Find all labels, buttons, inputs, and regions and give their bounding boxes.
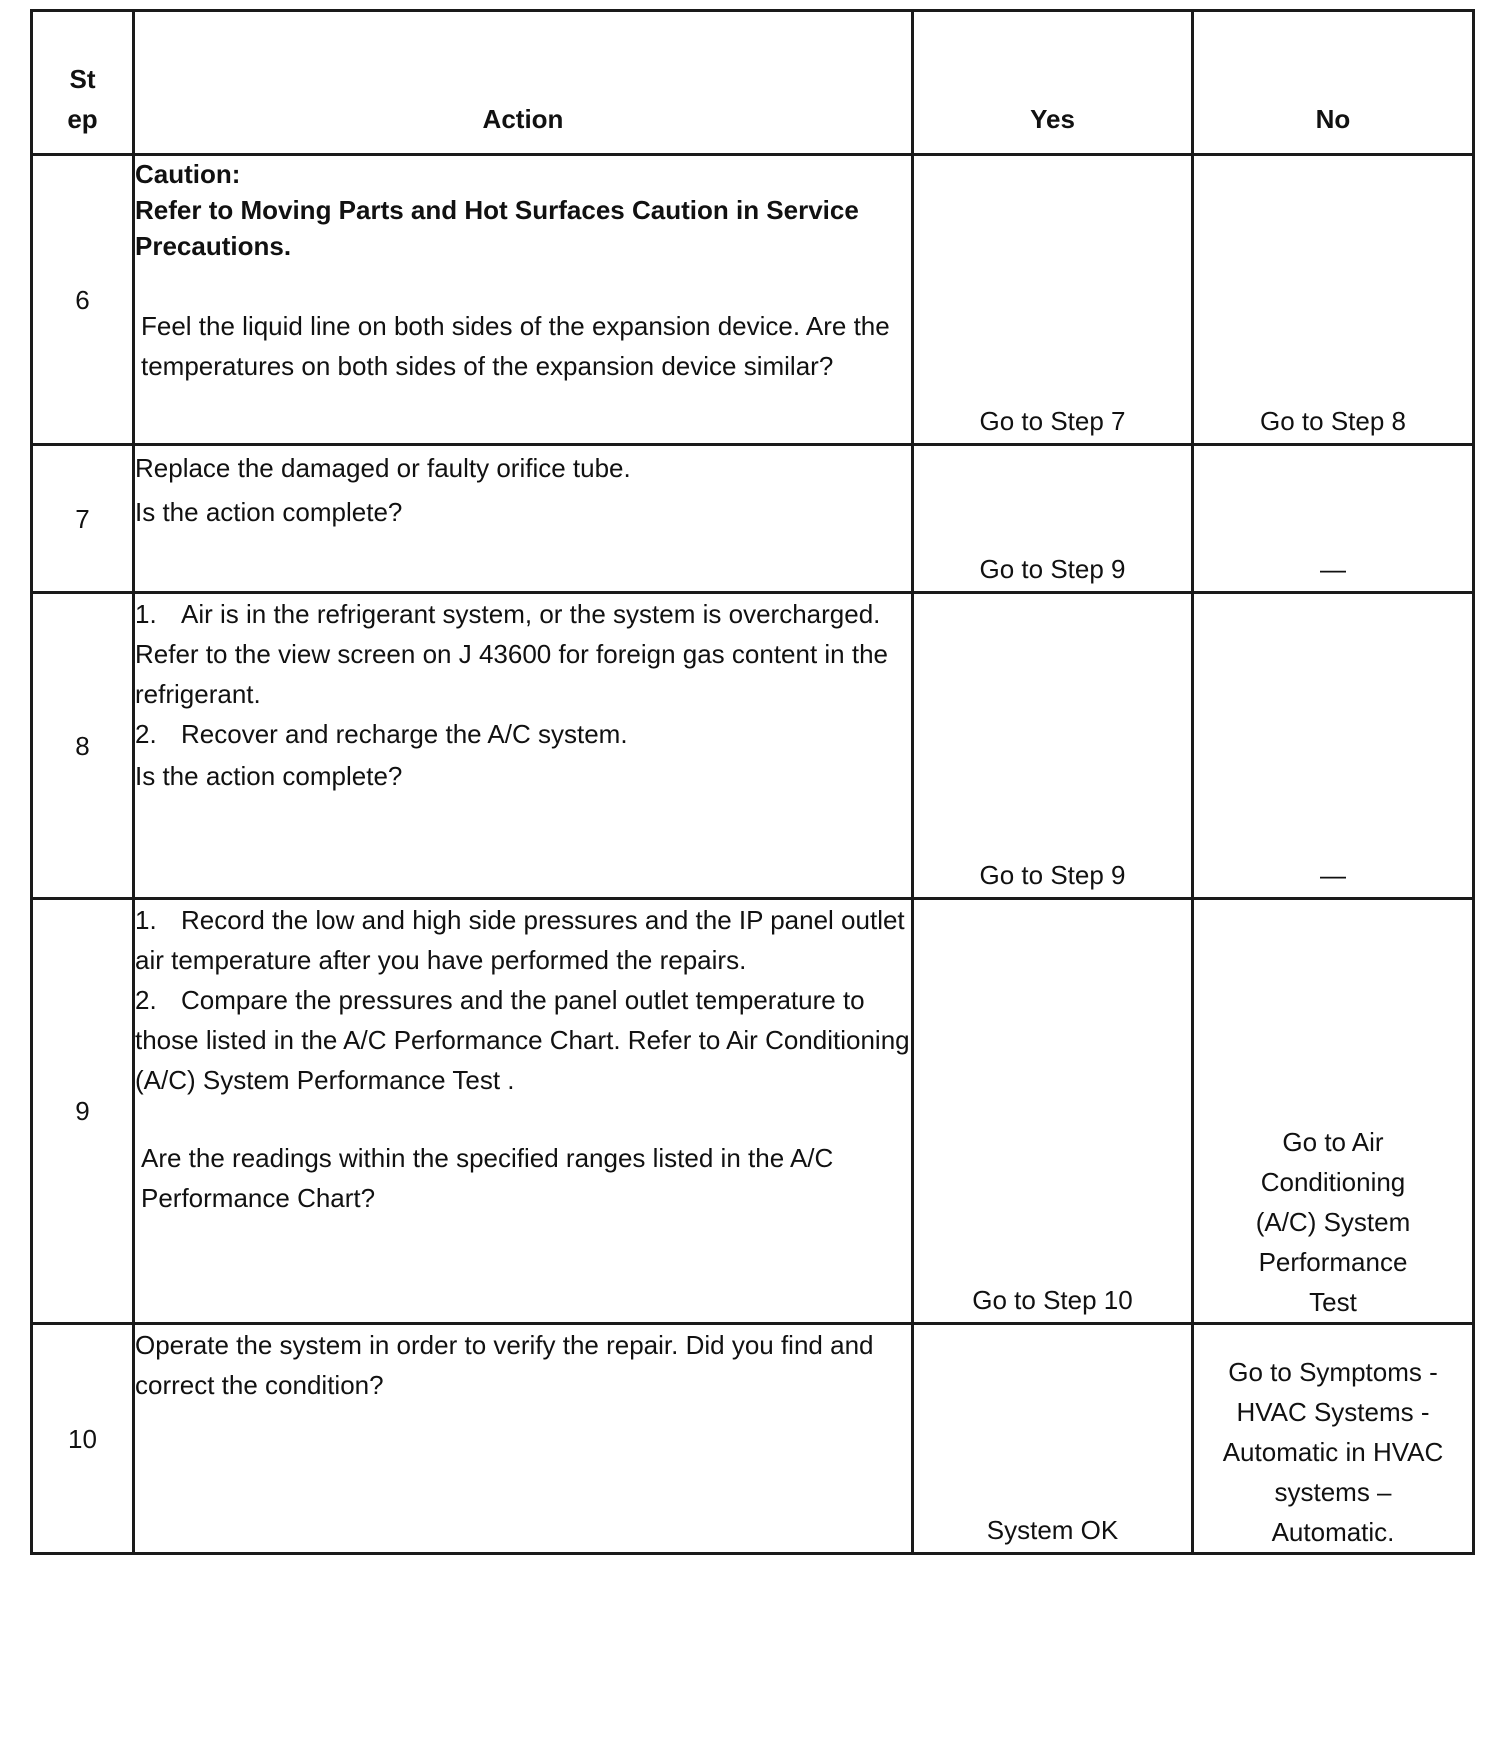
diagnostic-table	[30, 9, 1475, 1555]
step-number: 6	[32, 155, 134, 445]
action-question: Is the action complete?	[135, 761, 403, 791]
table-row	[32, 1324, 1474, 1554]
action-cell	[134, 155, 913, 445]
header-action: Action	[134, 11, 913, 155]
action-question: Are the readings within the specified ranges listed in the A/C Performance Chart?	[141, 1143, 834, 1213]
yes-cell: Go to Step 9	[913, 445, 1193, 593]
action-text: Feel the liquid line on both sides of the expansion device. Are the temperatures on both sides of the expansion device similar?	[141, 311, 890, 381]
yes-cell: Go to Step 7	[913, 155, 1193, 445]
table-header-row	[32, 11, 1474, 155]
step-number: 10	[32, 1324, 134, 1554]
yes-cell: Go to Step 10	[913, 899, 1193, 1324]
list-item: 2. Recover and recharge the A/C system.	[135, 719, 628, 749]
step-number: 8	[32, 593, 134, 899]
action-cell	[134, 899, 913, 1324]
no-cell: Go to Air Conditioning (A/C) System Performance Test	[1193, 899, 1474, 1324]
no-cell: Go to Symptoms - HVAC Systems - Automatic in HVAC systems – Automatic.	[1193, 1324, 1474, 1554]
yes-cell: Go to Step 9	[913, 593, 1193, 899]
list-item: 1. Air is in the refrigerant system, or the system is overcharged. Refer to the view screen on J 43600 for foreign gas content in the refrigerant.	[135, 599, 889, 709]
diagnostic-table-sheet	[30, 9, 1472, 1555]
yes-cell: System OK	[913, 1324, 1193, 1554]
caution-title: Caution:	[135, 159, 241, 189]
action-question: Is the action complete?	[135, 497, 403, 527]
header-step: St ep	[32, 11, 134, 155]
header-no: No	[1193, 11, 1474, 155]
table-row	[32, 593, 1474, 899]
action-cell	[134, 1324, 913, 1554]
no-cell: —	[1193, 593, 1474, 899]
list-item: 1. Record the low and high side pressures and the IP panel outlet air temperature after you have performed the repairs.	[135, 905, 905, 975]
step-number: 9	[32, 899, 134, 1324]
table-row	[32, 899, 1474, 1324]
caution-text: Refer to Moving Parts and Hot Surfaces Caution in Service Precautions.	[135, 195, 859, 261]
action-text: Replace the damaged or faulty orifice tube.	[135, 453, 631, 483]
no-cell: —	[1193, 445, 1474, 593]
no-cell: Go to Step 8	[1193, 155, 1474, 445]
step-number: 7	[32, 445, 134, 593]
action-cell	[134, 445, 913, 593]
table-row	[32, 445, 1474, 593]
action-cell	[134, 593, 913, 899]
table-row	[32, 155, 1474, 445]
header-yes: Yes	[913, 11, 1193, 155]
list-item: 2. Compare the pressures and the panel outlet temperature to those listed in the A/C Performance Chart. Refer to Air Conditioning (A/C) System Performance Test .	[135, 985, 910, 1095]
action-text: Operate the system in order to verify the repair. Did you find and correct the condition?	[135, 1330, 874, 1400]
